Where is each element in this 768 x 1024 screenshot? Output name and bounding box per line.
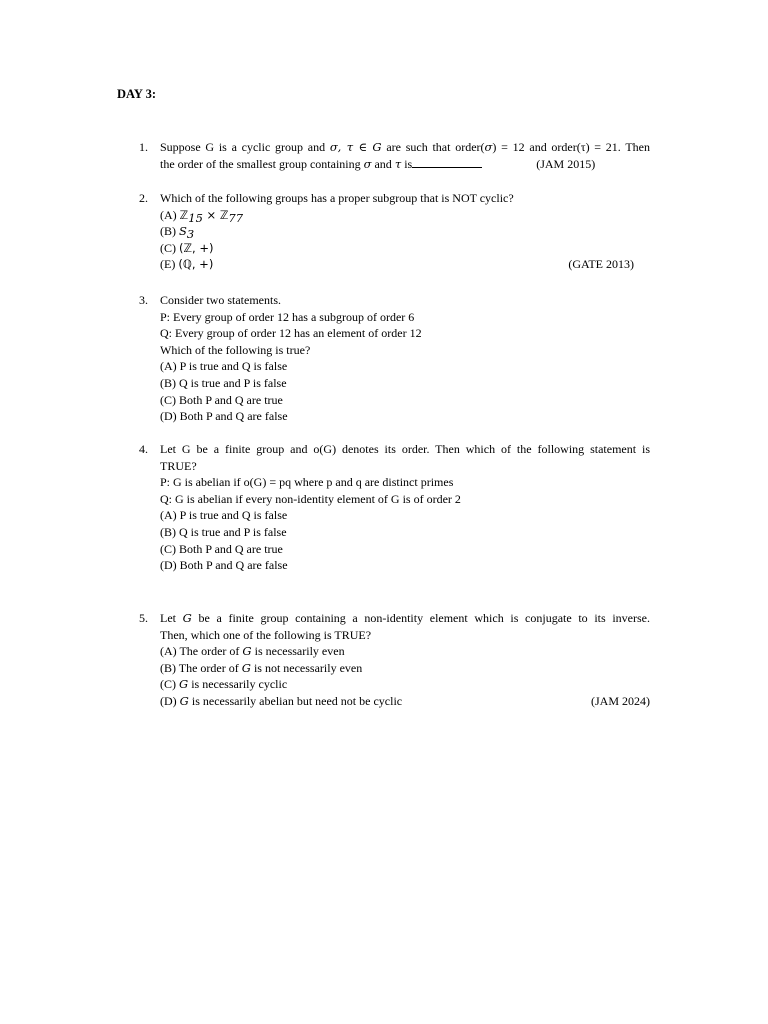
math-sigma-tau-in-g: σ, τ ∈ G [329,140,382,154]
question-text-line: Let G be a finite group and o(G) denotes its order. Then which of the following statement is [160,442,650,456]
math-tau: τ [394,156,402,171]
question-number: 4. [139,442,148,456]
option-c: (C) Both P and Q are true [160,541,283,556]
question-number: 5. [139,611,148,625]
statement-p: P: Every group of order 12 has a subgroup of order 6 [160,309,415,324]
statement-q: Q: G is abelian if every non-identity element of G is of order 2 [160,491,461,506]
question-number: 2. [139,191,148,205]
question-text-line: TRUE? [160,458,197,473]
question-4 [139,441,650,574]
option-c: (C) Both P and Q are true [160,392,283,407]
option-a: (A) P is true and Q is false [160,359,288,374]
question-2 [139,190,650,273]
question-5 [139,610,650,710]
option-c: (C) G is necessarily cyclic [160,677,288,692]
option-a: (A) ℤ$_{15}$ × ℤ$_{77}$ [160,207,244,225]
day-heading: DAY 3: [117,87,157,101]
option-d: (D) Both P and Q are false [160,558,288,573]
question-number: 1. [139,140,148,154]
question-text-line: Let G be a finite group containing a non-identity element which is conjugate to its inverse. [160,611,650,625]
option-b: (B) The order of G is not necessarily even [160,660,363,675]
question-text-line: Consider two statements. [160,293,281,307]
option-a: (A) P is true and Q is false [160,508,288,523]
math-sigma: σ [363,156,372,171]
option-b: (B) $S_3$ [160,224,195,242]
question-1 [139,139,650,172]
question-text-line: Which of the following is true? [160,342,311,357]
option-b: (B) Q is true and P is false [160,375,287,390]
math-sigma: σ [484,140,493,154]
question-3 [139,292,650,425]
option-c: (C) (ℤ, +) [160,240,214,255]
statement-q: Q: Every group of order 12 has an element of order 12 [160,326,422,341]
question-stem: Which of the following groups has a proper subgroup that is NOT cyclic? [160,191,514,205]
answer-blank [412,156,482,168]
math-g: G [182,611,192,625]
option-e: (E) (ℚ, +) (GATE 2013) [160,257,634,272]
option-d: (D) G is necessarily abelian but need not be cyclic (JAM 2024) [160,693,650,708]
option-d: (D) Both P and Q are false [160,409,288,424]
question-text-line: Suppose G is a cyclic group and σ, τ ∈ G are such that order(σ) = 12 and order(τ) = 21. Then [160,140,650,154]
exam-source: (JAM 2024) [591,693,650,708]
option-b: (B) Q is true and P is false [160,524,287,539]
statement-p: P: G is abelian if o(G) = pq where p and q are distinct primes [160,475,454,490]
question-text-line: the order of the smallest group containing σ and τ is (JAM 2015) [160,156,596,171]
question-number: 3. [139,293,148,307]
question-text-line: Then, which one of the following is TRUE? [160,627,372,642]
exam-source: (JAM 2015) [536,156,596,171]
option-a: (A) The order of G is necessarily even [160,644,345,659]
exam-source: (GATE 2013) [568,257,634,272]
